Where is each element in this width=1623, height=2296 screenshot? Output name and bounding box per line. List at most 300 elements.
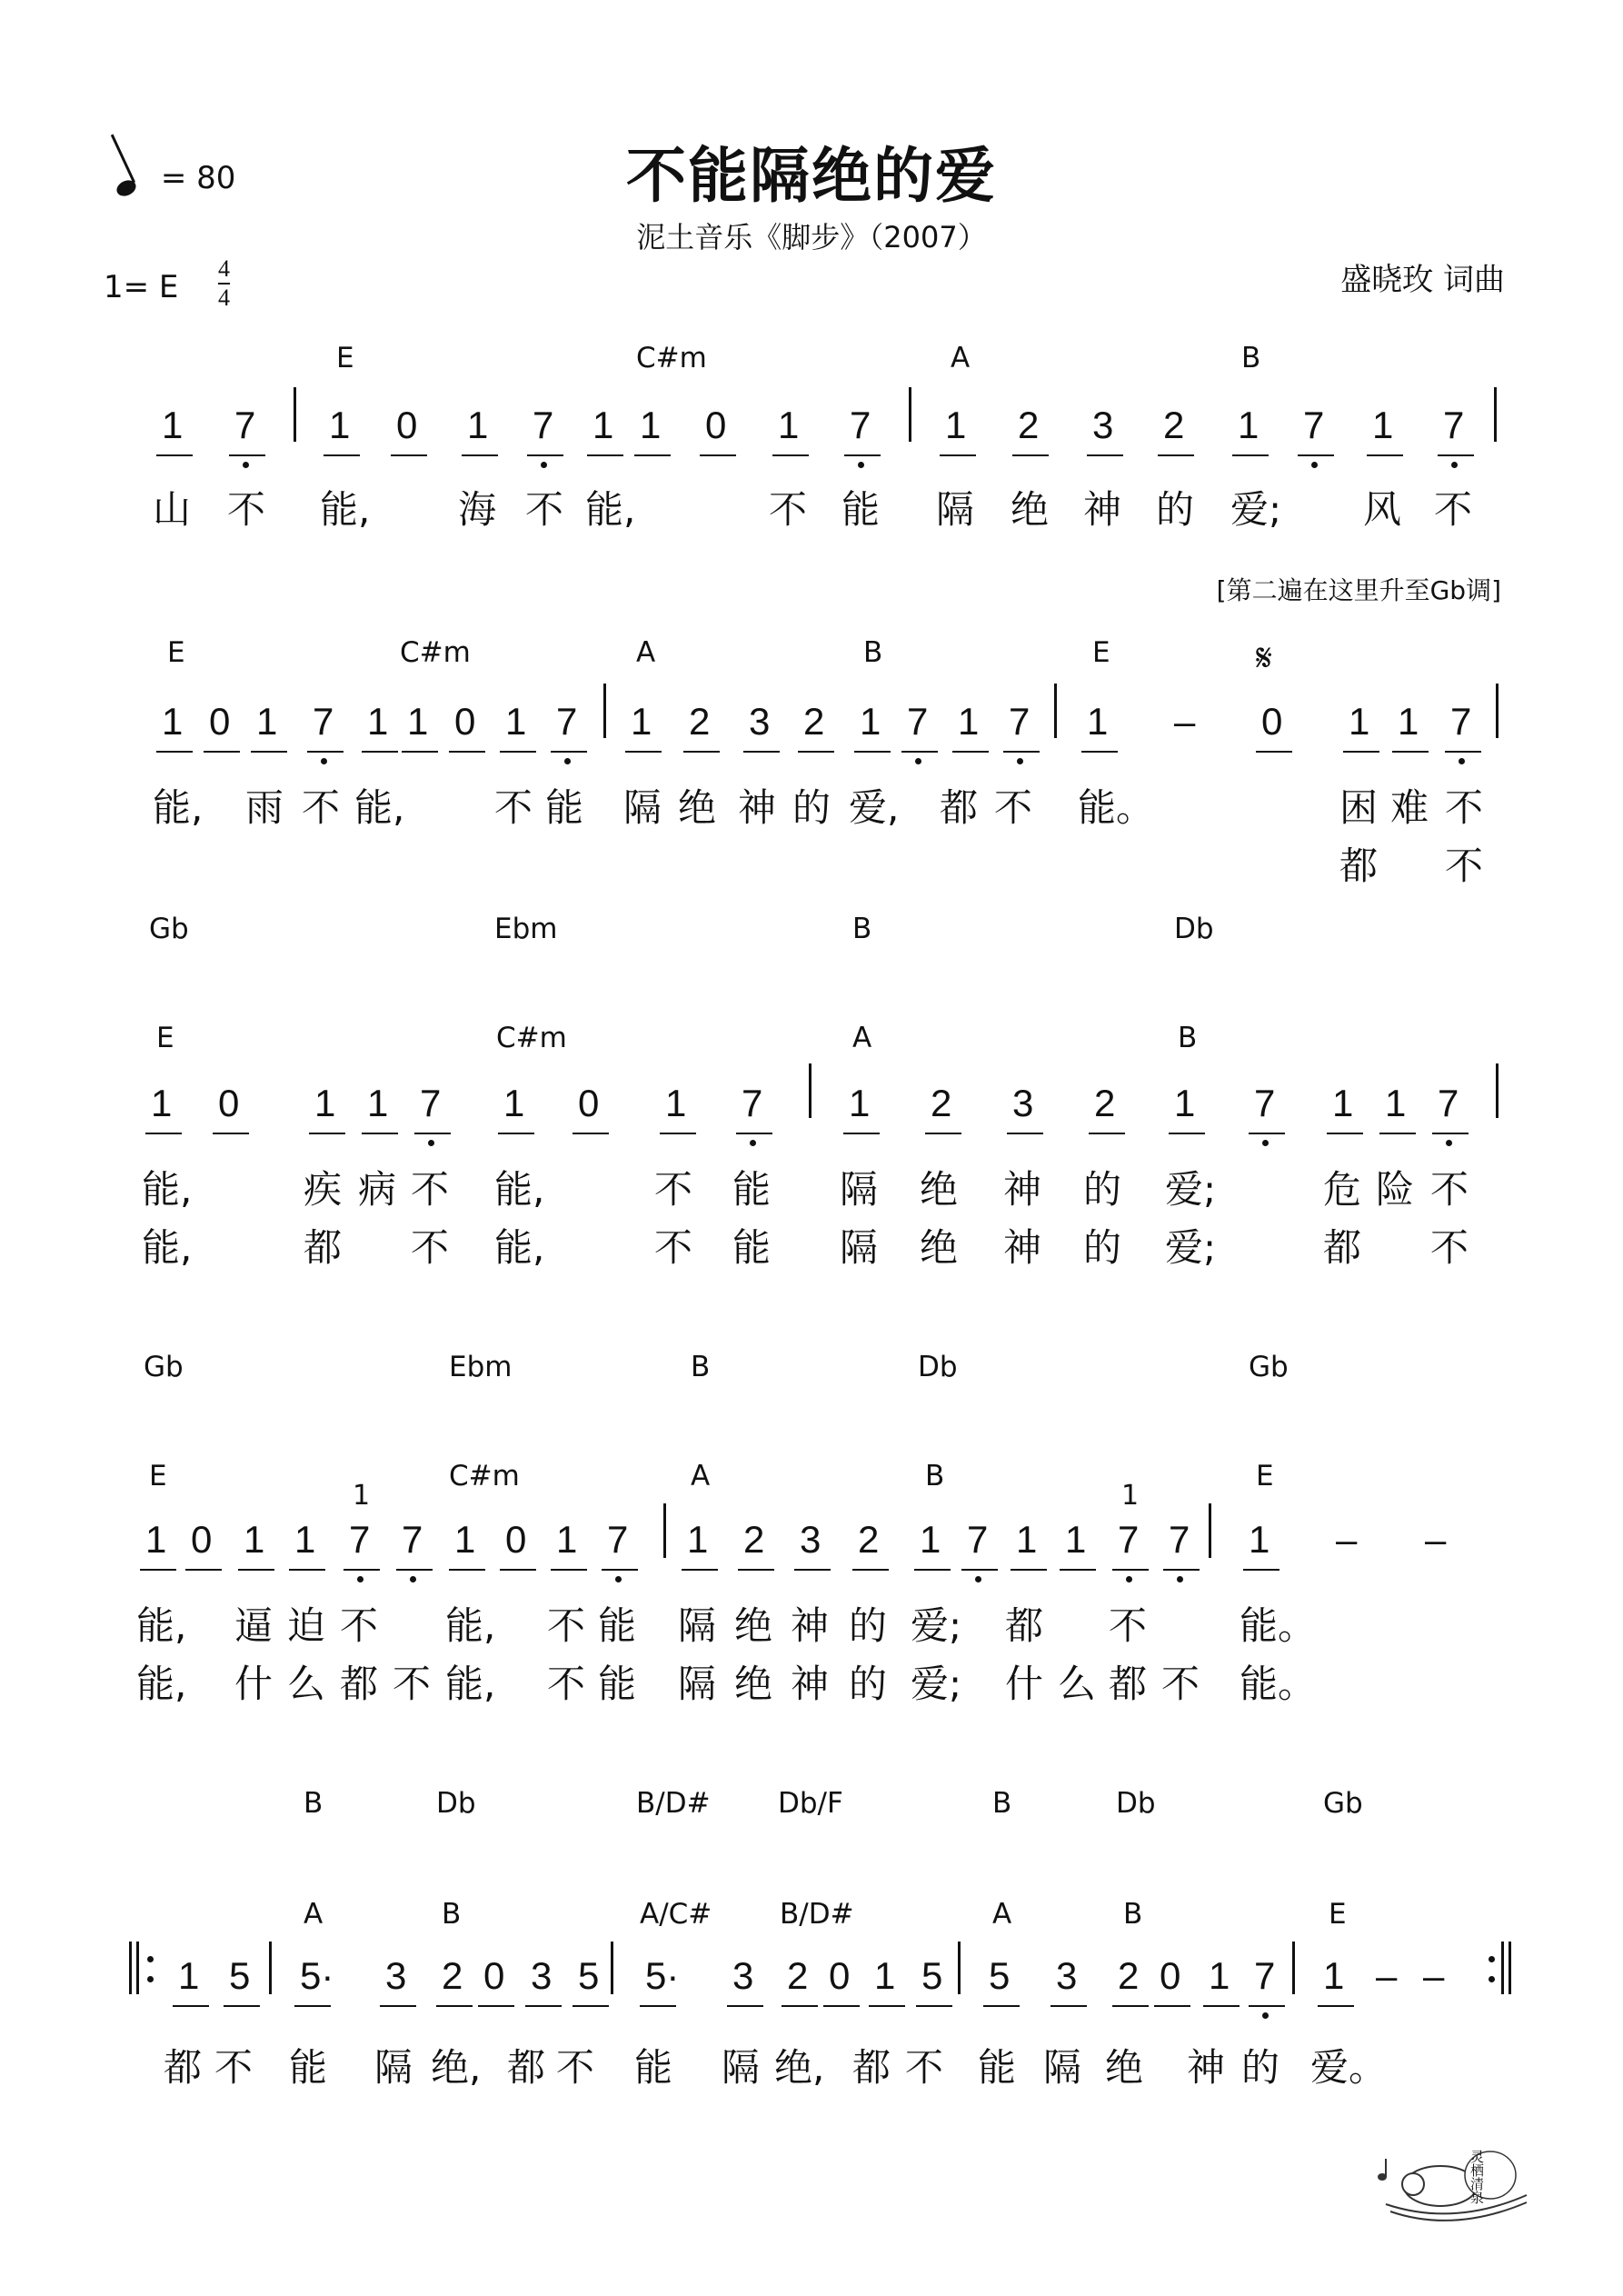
jianpu-note: 1 (454, 1518, 476, 1561)
low-octave-dot (1262, 2012, 1269, 2019)
jianpu-note: 5· (645, 1954, 680, 1997)
eighth-underline (213, 1133, 249, 1134)
jianpu-note: 1 (1372, 404, 1394, 446)
eighth-underline (478, 2005, 514, 2007)
eighth-underline (1050, 2005, 1087, 2007)
eighth-underline (1169, 1133, 1205, 1134)
eighth-underline (1081, 751, 1118, 753)
eighth-underline (500, 751, 536, 753)
chord-label: B (1123, 1898, 1143, 1931)
chord-label: E (1256, 1460, 1274, 1492)
jianpu-note: 5 (921, 1954, 943, 1997)
jianpu-note: 1 (145, 1518, 167, 1561)
jianpu-note: 5· (300, 1954, 334, 1997)
eighth-underline (324, 454, 360, 456)
eighth-underline (344, 1569, 380, 1571)
eighth-underline (1249, 2005, 1285, 2007)
lyric-verse-1: 绝 (1011, 487, 1050, 532)
lyric-verse-1: 的 (849, 1603, 888, 1648)
lyric-verse-1: 迫 (287, 1603, 326, 1648)
eighth-underline (625, 751, 662, 753)
jianpu-note: 1 (1209, 1954, 1230, 1997)
lyric-verse-2: 不 (1161, 1662, 1200, 1706)
jianpu-note: 1 (503, 1082, 525, 1124)
lyric-verse-1: 爱; (1165, 1167, 1217, 1212)
eighth-underline (1367, 454, 1403, 456)
lyric-verse-1: 能, (494, 1167, 545, 1212)
eighth-underline (727, 2005, 763, 2007)
jianpu-note: 7 (1303, 404, 1325, 446)
lyric-verse-2: 不 (411, 1225, 450, 1270)
lyric-verse-2: 绝 (734, 1662, 773, 1706)
eighth-underline (843, 1133, 880, 1134)
jianpu-note: 3 (1056, 1954, 1078, 1997)
lyric-verse-1: 不 (1430, 1167, 1469, 1212)
eighth-underline (1392, 751, 1429, 753)
jianpu-note: 1 (1016, 1518, 1038, 1561)
low-octave-dot (321, 758, 327, 764)
eighth-underline (1327, 1133, 1363, 1134)
chord-label: E (1092, 636, 1110, 669)
eighth-underline (414, 1133, 451, 1134)
eighth-underline (798, 751, 834, 753)
low-octave-dot (1017, 758, 1023, 764)
lyric-verse-1: 隔 (374, 2045, 413, 2090)
eighth-underline (185, 1569, 222, 1571)
eighth-underline (794, 1569, 831, 1571)
lyric-verse-1: 都 (507, 2045, 546, 2090)
eighth-underline (1379, 1133, 1416, 1134)
lyric-verse-1: 能 (289, 2045, 328, 2090)
jianpu-note: 3 (732, 1954, 754, 1997)
lyric-verse-2: 都 (1323, 1225, 1362, 1270)
chord-label-alt: B (992, 1787, 1012, 1820)
eighth-underline (449, 751, 485, 753)
lyric-verse-1: 不 (1434, 487, 1473, 532)
repeat-bar (1508, 1942, 1511, 1994)
lyric-verse-2: 不 (654, 1225, 693, 1270)
eighth-underline (391, 454, 427, 456)
chord-label-alt: Gb (149, 913, 189, 945)
jianpu-note: 1 (244, 1518, 265, 1561)
lyric-verse-2: 么 (1058, 1662, 1097, 1706)
lyric-verse-2: 能, (445, 1662, 496, 1706)
jianpu-note: 0 (483, 1954, 505, 1997)
jianpu-note: 2 (1094, 1082, 1116, 1124)
jianpu-note: 1 (631, 700, 652, 743)
eighth-underline (204, 751, 240, 753)
jianpu-note: – (1376, 1954, 1398, 1997)
eighth-underline (156, 751, 193, 753)
eighth-underline (1298, 454, 1334, 456)
chord-label-alt: Ebm (449, 1351, 513, 1383)
lyric-verse-1: 的 (1083, 1167, 1122, 1212)
jianpu-note: 7 (1118, 1518, 1140, 1561)
lyric-verse-1: 的 (1156, 487, 1195, 532)
jianpu-note: 7 (1009, 700, 1031, 743)
lyric-verse-2: 爱; (911, 1662, 962, 1706)
lyric-verse-2: 都 (304, 1225, 343, 1270)
jianpu-note: 1 (1323, 1954, 1345, 1997)
eighth-underline (140, 1569, 176, 1571)
jianpu-note: 2 (787, 1954, 809, 1997)
jianpu-note: 7 (234, 404, 256, 446)
jianpu-note: 1 (665, 1082, 687, 1124)
chord-label: E (336, 342, 354, 374)
chord-label-alt: Ebm (494, 913, 558, 945)
low-octave-dot (1262, 1140, 1269, 1146)
jianpu-note: – (1336, 1518, 1358, 1561)
eighth-underline (307, 751, 344, 753)
bar-line (1209, 1503, 1211, 1558)
jianpu-note: 1 (467, 404, 489, 446)
eighth-underline (901, 751, 938, 753)
lyric-verse-1: 不 (654, 1167, 693, 1212)
lyric-verse-1: 爱, (849, 785, 900, 830)
lyric-verse-1: 的 (792, 785, 831, 830)
lyric-verse-1: 爱; (911, 1603, 962, 1648)
chord-label: A (304, 1898, 324, 1931)
jianpu-note: 7 (420, 1082, 442, 1124)
eighth-underline (961, 1569, 998, 1571)
eighth-underline (396, 1569, 433, 1571)
low-octave-dot (410, 1576, 416, 1582)
lyric-verse-2: 都 (1109, 1662, 1148, 1706)
eighth-underline (573, 2005, 609, 2007)
eighth-underline (525, 2005, 562, 2007)
lyric-verse-1: 隔 (840, 1167, 879, 1212)
chord-label-alt: Db (1116, 1787, 1156, 1820)
bar-line (1292, 1942, 1295, 1994)
lyric-verse-1: 雨 (245, 785, 284, 830)
eighth-underline (294, 2005, 331, 2007)
chord-label: E (167, 636, 185, 669)
lyric-verse-1: 绝 (734, 1603, 773, 1648)
repeat-bar (129, 1942, 132, 1994)
eighth-underline (914, 1569, 951, 1571)
jianpu-note: 0 (191, 1518, 213, 1561)
jianpu-note: – (1425, 1518, 1447, 1561)
jianpu-note: 1 (640, 404, 662, 446)
low-octave-dot (1446, 1140, 1452, 1146)
lyric-verse-1: 能 (841, 487, 881, 532)
chord-label-alt: Db/F (778, 1787, 843, 1820)
lyric-verse-1: 隔 (1043, 2045, 1082, 2090)
eighth-underline (1249, 1133, 1285, 1134)
jianpu-note: 1 (329, 404, 351, 446)
repeat-dot (147, 1976, 154, 1982)
lyric-verse-2: 神 (1003, 1225, 1042, 1270)
jianpu-note: 0 (1261, 700, 1283, 743)
jianpu-note: 7 (907, 700, 929, 743)
lyric-verse-1: 能, (153, 785, 204, 830)
eighth-underline (1011, 1569, 1047, 1571)
eighth-underline (362, 751, 398, 753)
chord-label-alt: B (304, 1787, 324, 1820)
eighth-underline (854, 751, 891, 753)
lyric-verse-1: 能。 (1078, 785, 1155, 830)
tempo-marking (116, 160, 235, 196)
lyric-verse-2: 能, (494, 1225, 545, 1270)
lyric-verse-2: 能, (136, 1662, 187, 1706)
eighth-underline (1343, 751, 1379, 753)
lyric-verse-2: 的 (849, 1662, 888, 1706)
eighth-underline (1318, 2005, 1354, 2007)
jianpu-note: 1 (958, 700, 980, 743)
eighth-underline (362, 1133, 398, 1134)
jianpu-note: – (1174, 700, 1196, 743)
segno-icon: 𝄋 (1256, 636, 1273, 679)
jianpu-note: 1 (314, 1082, 336, 1124)
bar-line (809, 1063, 812, 1118)
jianpu-note: 7 (607, 1518, 629, 1561)
lyric-verse-2: 爱; (1165, 1225, 1217, 1270)
bar-line (1054, 684, 1057, 738)
chord-label: E (156, 1022, 174, 1054)
jianpu-note: 1 (945, 404, 967, 446)
jianpu-note: 0 (454, 700, 476, 743)
chord-label: B (863, 636, 883, 669)
chord-label: E (149, 1460, 167, 1492)
lyric-verse-1: 不 (769, 487, 808, 532)
chord-label: C#m (636, 342, 707, 374)
repeat-bar (136, 1942, 139, 1994)
bar-line (269, 1942, 272, 1994)
jianpu-note: 1 (407, 700, 429, 743)
chord-label: B (1178, 1022, 1198, 1054)
eighth-underline (156, 454, 193, 456)
jianpu-note: 3 (749, 700, 771, 743)
lyric-verse-1: 神 (738, 785, 777, 830)
chord-label: A (951, 342, 971, 374)
lyric-verse-1: 能 (598, 1603, 637, 1648)
lyric-verse-1: 能, (142, 1167, 193, 1212)
eighth-underline (869, 2005, 905, 2007)
lyric-verse-1: 不 (1445, 785, 1484, 830)
chord-label: C#m (449, 1460, 520, 1492)
eighth-underline (1007, 1133, 1043, 1134)
eighth-underline (1203, 2005, 1240, 2007)
eighth-underline (738, 1569, 774, 1571)
low-octave-dot (915, 758, 921, 764)
jianpu-note: 1 (1332, 1082, 1354, 1124)
chord-label: B/D# (780, 1898, 854, 1931)
lyric-verse-1: 不 (302, 785, 341, 830)
lyric-verse-1: 海 (458, 487, 497, 532)
lyric-verse-1: 不 (411, 1167, 450, 1212)
jianpu-note: 1 (1349, 700, 1370, 743)
lyric-verse-1: 不 (214, 2045, 254, 2090)
album-subtitle: 泥土音乐《脚步》（2007） (636, 220, 987, 255)
sheep-logo-icon (1377, 2141, 1531, 2222)
time-signature-top: 4 (218, 255, 230, 282)
jianpu-note: 0 (218, 1082, 240, 1124)
jianpu-note: 1 (256, 700, 278, 743)
low-octave-dot (541, 462, 547, 468)
low-octave-dot (1451, 462, 1458, 468)
chord-label: A (992, 1898, 1012, 1931)
jianpu-note: 2 (689, 700, 711, 743)
lyric-verse-1: 神 (1003, 1167, 1042, 1212)
jianpu-note: 0 (705, 404, 727, 446)
lyric-verse-2: 的 (1083, 1225, 1122, 1270)
jianpu-note: 1 (1087, 700, 1109, 743)
lyric-verse-2: 能 (598, 1662, 637, 1706)
jianpu-note: 1 (1174, 1082, 1196, 1124)
jianpu-note: 7 (349, 1518, 371, 1561)
chord-label-alt: B/D# (636, 1787, 711, 1820)
lyric-verse-1: 不 (556, 2045, 595, 2090)
jianpu-note: 5 (229, 1954, 251, 1997)
lyric-verse-1: 神 (791, 1603, 830, 1648)
eighth-underline (1158, 454, 1194, 456)
eighth-underline (683, 751, 720, 753)
jianpu-note: 1 (1398, 700, 1419, 743)
lyric-verse-1: 能, (445, 1603, 496, 1648)
jianpu-note: 1 (151, 1082, 173, 1124)
lyric-verse-1: 都 (852, 2045, 891, 2090)
lyric-verse-1: 疾 (304, 1167, 343, 1212)
jianpu-note: 2 (803, 700, 825, 743)
eighth-underline (173, 2005, 209, 2007)
chord-label: C#m (400, 636, 471, 669)
low-octave-dot (1126, 1576, 1132, 1582)
eighth-underline (1256, 751, 1292, 753)
jianpu-note: 1 (162, 700, 184, 743)
jianpu-note: 7 (402, 1518, 423, 1561)
time-signature (218, 256, 230, 311)
jianpu-note: 0 (505, 1518, 527, 1561)
jianpu-note: 1 (1065, 1518, 1087, 1561)
jianpu-note: 1 (178, 1954, 200, 1997)
chord-label: A/C# (640, 1898, 712, 1931)
eighth-underline (1232, 454, 1269, 456)
jianpu-note: 5 (989, 1954, 1011, 1997)
chord-label-alt: Gb (1249, 1351, 1289, 1383)
lyric-verse-1: 能, (354, 785, 405, 830)
low-octave-dot (357, 1576, 363, 1582)
lyric-verse-2: 不 (393, 1662, 432, 1706)
jianpu-note: 7 (313, 700, 334, 743)
jianpu-note: 3 (1092, 404, 1114, 446)
eighth-underline (573, 1133, 609, 1134)
jianpu-note: 7 (1450, 700, 1472, 743)
eighth-underline (602, 1569, 638, 1571)
eighth-underline (1154, 2005, 1190, 2007)
lyric-verse-2: 么 (287, 1662, 326, 1706)
lyric-verse-1: 不 (525, 487, 564, 532)
jianpu-note: 1 (860, 700, 881, 743)
lyric-verse-1: 绝 (678, 785, 717, 830)
lyric-verse-1: 隔 (678, 1603, 717, 1648)
eighth-underline (1163, 1569, 1200, 1571)
jianpu-note: 0 (209, 700, 231, 743)
jianpu-note: – (1423, 1954, 1445, 1997)
chord-label: E (1329, 1898, 1347, 1931)
jianpu-note: 1 (556, 1518, 578, 1561)
eighth-underline (1445, 751, 1481, 753)
low-octave-dot (858, 462, 864, 468)
jianpu-note: 7 (742, 1082, 763, 1124)
lyric-verse-1: 险 (1376, 1167, 1415, 1212)
lyric-verse-2: 绝 (920, 1225, 959, 1270)
lyric-verse-1: 不 (994, 785, 1033, 830)
jianpu-note: 0 (829, 1954, 851, 1997)
lyric-verse-1: 能, (585, 487, 636, 532)
eighth-underline (1112, 2005, 1149, 2007)
lyric-verse-1: 能 (634, 2045, 673, 2090)
tempo-value: = 80 (160, 160, 236, 196)
eighth-underline (940, 454, 976, 456)
jianpu-grace-note: 1 (353, 1480, 371, 1512)
chord-label-alt: Gb (144, 1351, 184, 1383)
lyric-verse-1: 能, (136, 1603, 187, 1648)
lyric-verse-1: 隔 (722, 2045, 761, 2090)
lyric-verse-1: 不 (227, 487, 266, 532)
jianpu-note: 7 (1254, 1082, 1276, 1124)
lyric-verse-1: 绝 (920, 1167, 959, 1212)
jianpu-note: 1 (849, 1082, 871, 1124)
eighth-underline (1003, 751, 1040, 753)
repeat-bar (1501, 1942, 1504, 1994)
eighth-underline (238, 1569, 274, 1571)
low-octave-dot (1177, 1576, 1183, 1582)
eighth-underline (551, 1569, 587, 1571)
jianpu-note: 1 (367, 1082, 389, 1124)
jianpu-note: 2 (931, 1082, 952, 1124)
eighth-underline (634, 454, 671, 456)
jianpu-note: 1 (1249, 1518, 1270, 1561)
lyric-verse-1: 爱。 (1310, 2045, 1388, 2090)
bar-line (611, 1942, 613, 1994)
lyric-verse-2: 不 (1445, 844, 1484, 888)
jianpu-note: 2 (1018, 404, 1040, 446)
eighth-underline (527, 454, 563, 456)
low-octave-dot (1459, 758, 1465, 764)
jianpu-note: 3 (385, 1954, 407, 1997)
jianpu-note: 7 (967, 1518, 989, 1561)
eighth-underline (1112, 1569, 1149, 1571)
jianpu-note: 2 (858, 1518, 880, 1561)
eighth-underline (736, 1133, 772, 1134)
lyric-verse-1: 风 (1363, 487, 1402, 532)
lyric-verse-1: 都 (164, 2045, 203, 2090)
lyric-verse-2: 什 (234, 1662, 274, 1706)
lyric-verse-2: 都 (340, 1662, 379, 1706)
eighth-underline (551, 751, 587, 753)
jianpu-note: 1 (1385, 1082, 1407, 1124)
lyric-verse-1: 山 (153, 487, 192, 532)
lyric-verse-1: 能 (545, 785, 584, 830)
eighth-underline (682, 1569, 718, 1571)
lyric-verse-1: 不 (340, 1603, 379, 1648)
logo-text: 灵栖清泉 (1469, 2150, 1485, 2204)
eighth-underline (852, 1569, 889, 1571)
jianpu-note: 5 (578, 1954, 600, 1997)
lyric-verse-1: 不 (905, 2045, 944, 2090)
key-signature: 1= E (104, 269, 179, 305)
jianpu-note: 2 (743, 1518, 765, 1561)
bar-line (294, 387, 296, 442)
eighth-underline (500, 1569, 536, 1571)
chord-label-alt: B (691, 1351, 711, 1383)
bar-line (1496, 684, 1499, 738)
eighth-underline (772, 454, 809, 456)
repeat-dot (1489, 1956, 1495, 1962)
chord-label: B (925, 1460, 945, 1492)
lyric-verse-2: 不 (547, 1662, 586, 1706)
repeat-dot (147, 1956, 154, 1962)
